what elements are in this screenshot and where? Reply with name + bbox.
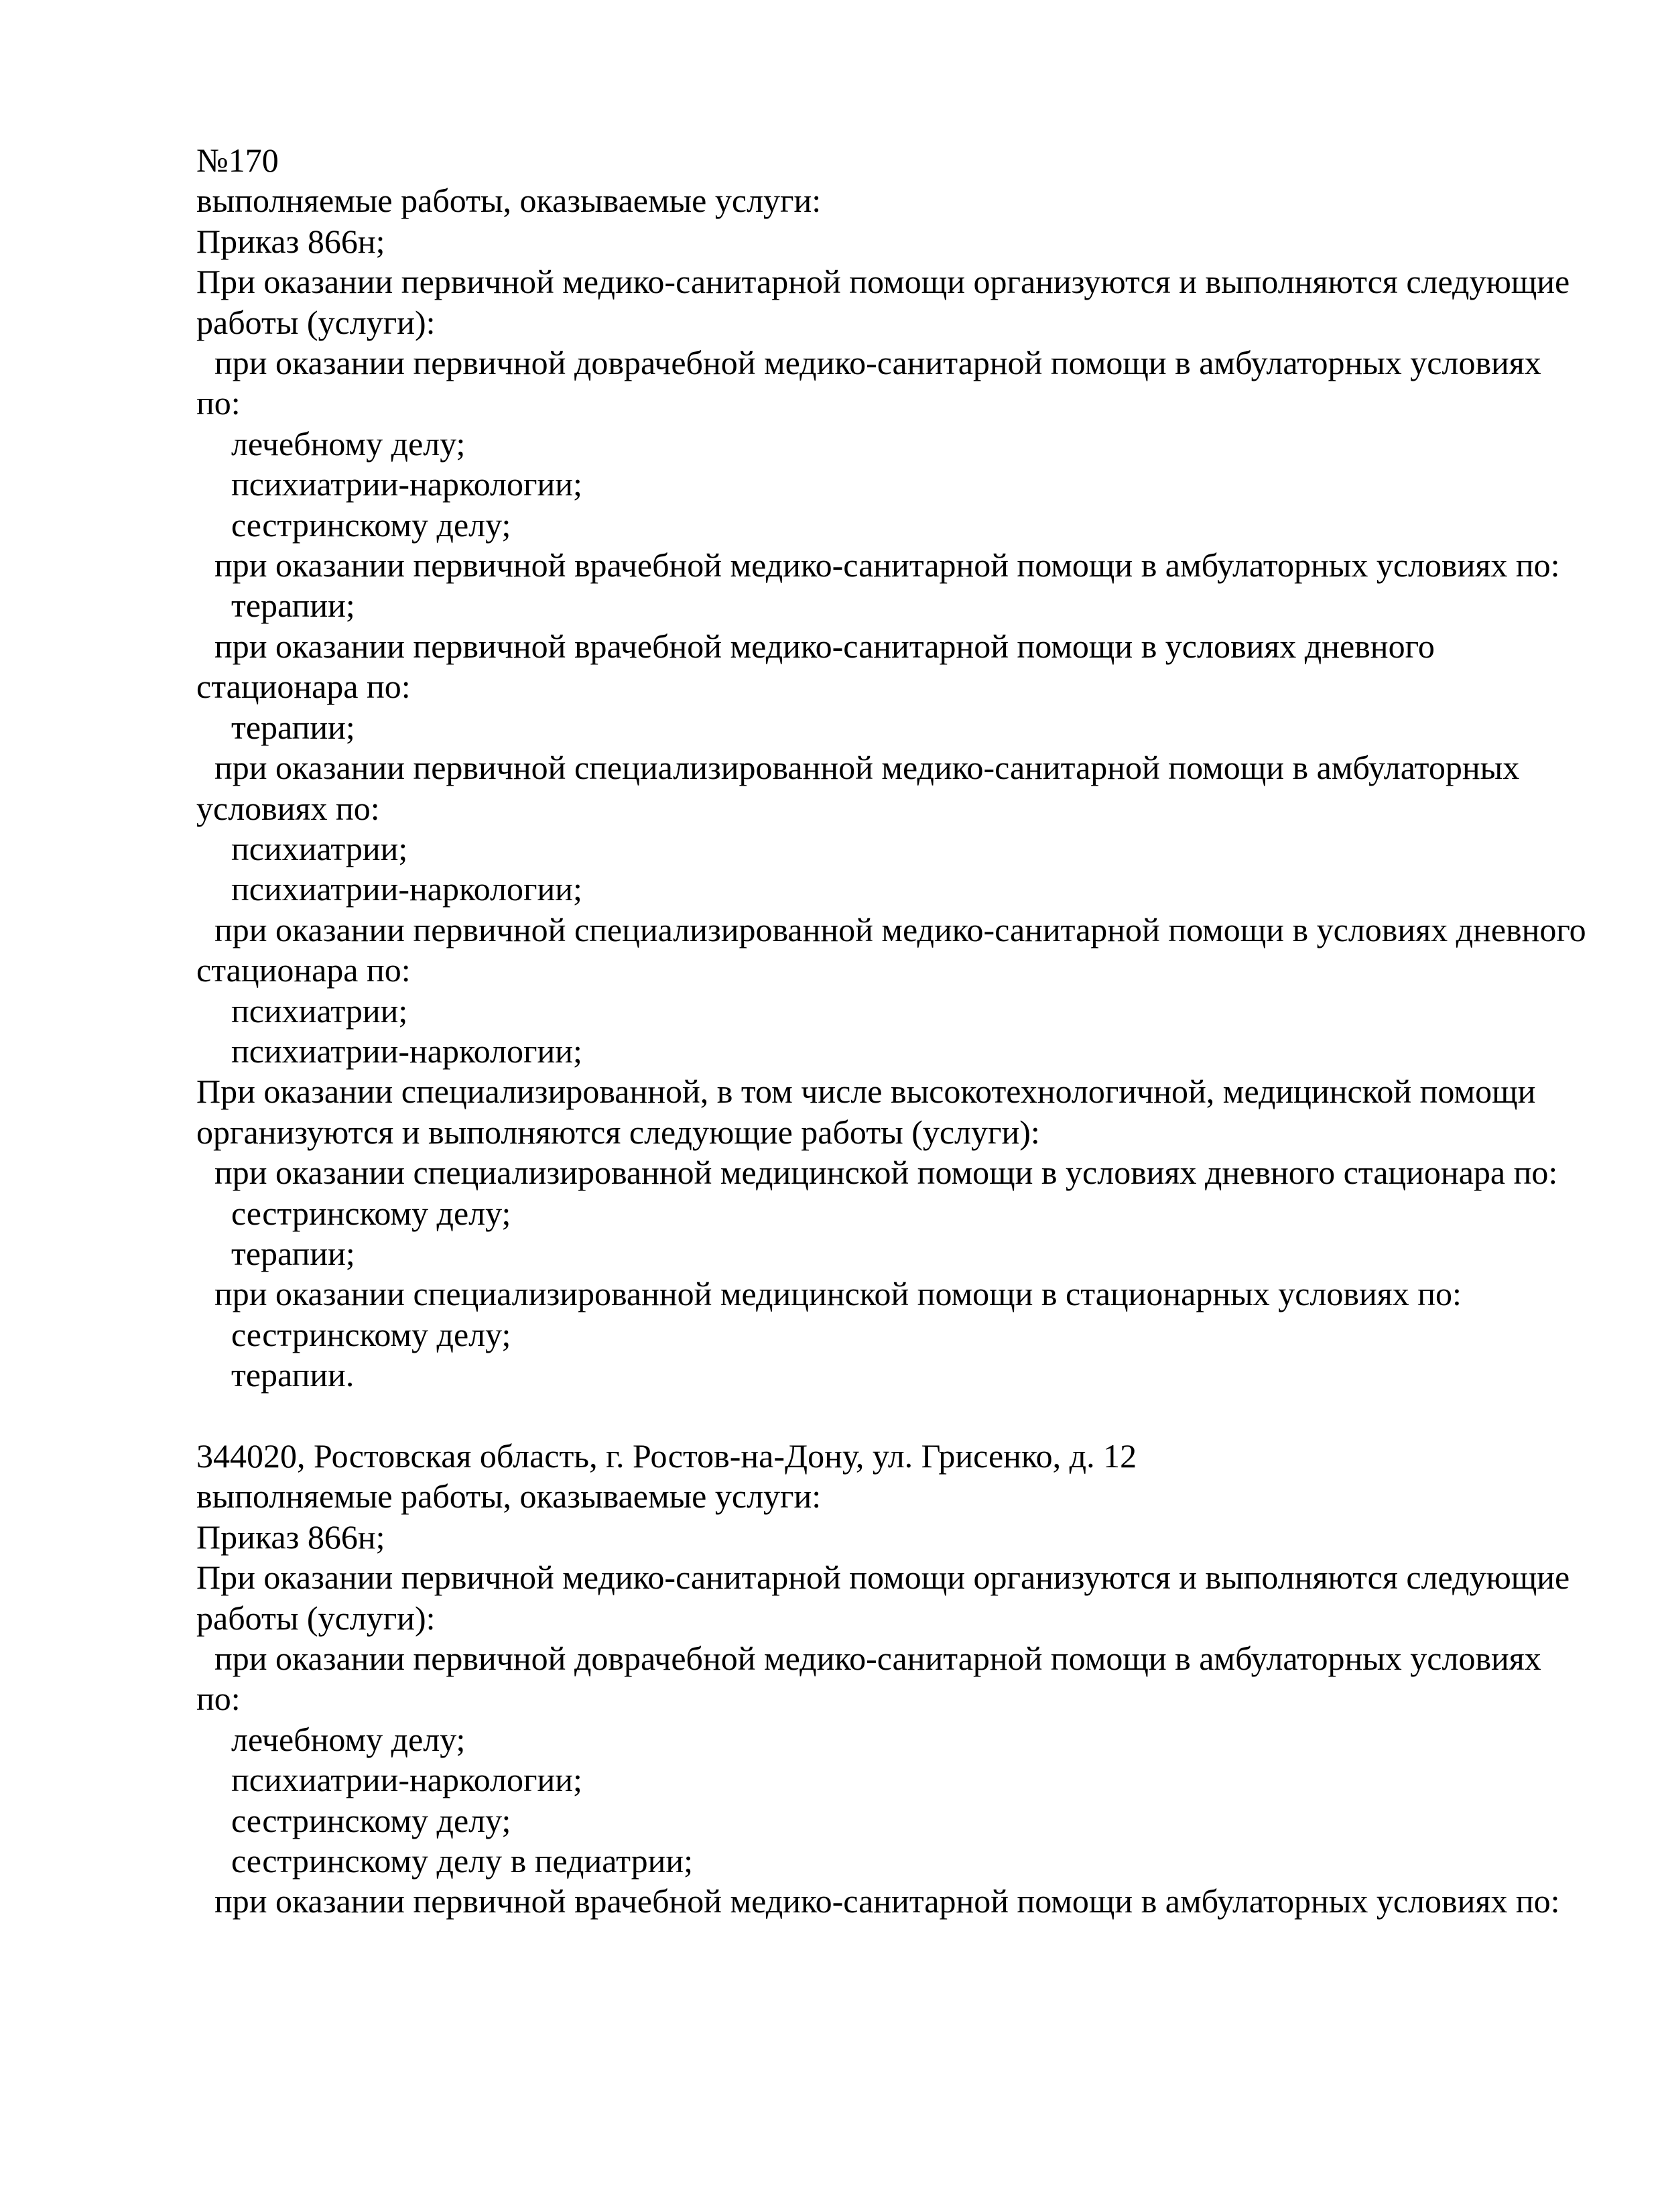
text-line: терапии;	[231, 1234, 355, 1272]
text-line: стационара по:	[196, 951, 411, 989]
text-line: работы (услуги):	[196, 1599, 436, 1637]
text-line: по:	[196, 384, 241, 422]
text-line: при оказании первичной специализированной медико-санитарной помощи в амбулаторных	[214, 749, 1520, 787]
text-line: терапии;	[231, 708, 355, 746]
text-line: психиатрии-наркологии;	[231, 870, 582, 908]
text-line: психиатрии-наркологии;	[231, 465, 582, 503]
text-line: при оказании первичной врачебной медико-санитарной помощи в условиях дневного	[214, 627, 1435, 665]
text-line: лечебному делу;	[231, 1720, 466, 1758]
text-line: При оказании специализированной, в том числе высокотехнологичной, медицинской помощи	[196, 1072, 1536, 1111]
text-line: работы (услуги):	[196, 303, 436, 341]
text-line: При оказании первичной медико-санитарной помощи организуются и выполняются следующие	[196, 263, 1570, 301]
text-line: при оказании первичной доврачебной медико-санитарной помощи в амбулаторных условиях	[214, 344, 1541, 382]
text-line: сестринскому делу;	[231, 1801, 511, 1839]
text-line: условиях по:	[196, 789, 380, 827]
text-line: Приказ 866н;	[196, 222, 385, 260]
text-line: №170	[196, 141, 279, 179]
text-line: организуются и выполняются следующие работы (услуги):	[196, 1113, 1040, 1151]
text-line: сестринскому делу;	[231, 1315, 511, 1353]
text-line: терапии;	[231, 587, 355, 625]
document-text-block	[196, 140, 1622, 1922]
text-line: при оказании первичной врачебной медико-санитарной помощи в амбулаторных условиях по:	[214, 1882, 1560, 1920]
text-line: психиатрии;	[231, 991, 408, 1030]
text-line: психиатрии-наркологии;	[231, 1032, 582, 1070]
text-line	[196, 1396, 1622, 1436]
text-line: при оказании первичной доврачебной медико-санитарной помощи в амбулаторных условиях	[214, 1640, 1541, 1678]
text-line: при оказании первичной врачебной медико-санитарной помощи в амбулаторных условиях по:	[214, 546, 1560, 585]
text-line: стационара по:	[196, 668, 411, 706]
text-line: психиатрии-наркологии;	[231, 1761, 582, 1799]
text-line: При оказании первичной медико-санитарной помощи организуются и выполняются следующие	[196, 1558, 1570, 1597]
text-line: выполняемые работы, оказываемые услуги:	[196, 182, 822, 220]
text-line: психиатрии;	[231, 829, 408, 867]
text-line: сестринскому делу;	[231, 1194, 511, 1232]
text-line: сестринскому делу в педиатрии;	[231, 1842, 693, 1880]
text-line: сестринскому делу;	[231, 505, 511, 544]
text-line: при оказании специализированной медицинской помощи в условиях дневного стационара по:	[214, 1154, 1558, 1192]
text-line: по:	[196, 1680, 241, 1718]
text-line: выполняемые работы, оказываемые услуги:	[196, 1477, 822, 1516]
text-line: 344020, Ростовская область, г. Ростов-на-Дону, ул. Грисенко, д. 12	[196, 1437, 1137, 1475]
text-line: Приказ 866н;	[196, 1518, 385, 1556]
text-line: терапии.	[231, 1356, 355, 1394]
text-line: лечебному делу;	[231, 424, 466, 463]
text-line: при оказании специализированной медицинской помощи в стационарных условиях по:	[214, 1275, 1462, 1313]
text-line: при оказании первичной специализированной медико-санитарной помощи в условиях дневного	[214, 910, 1586, 948]
